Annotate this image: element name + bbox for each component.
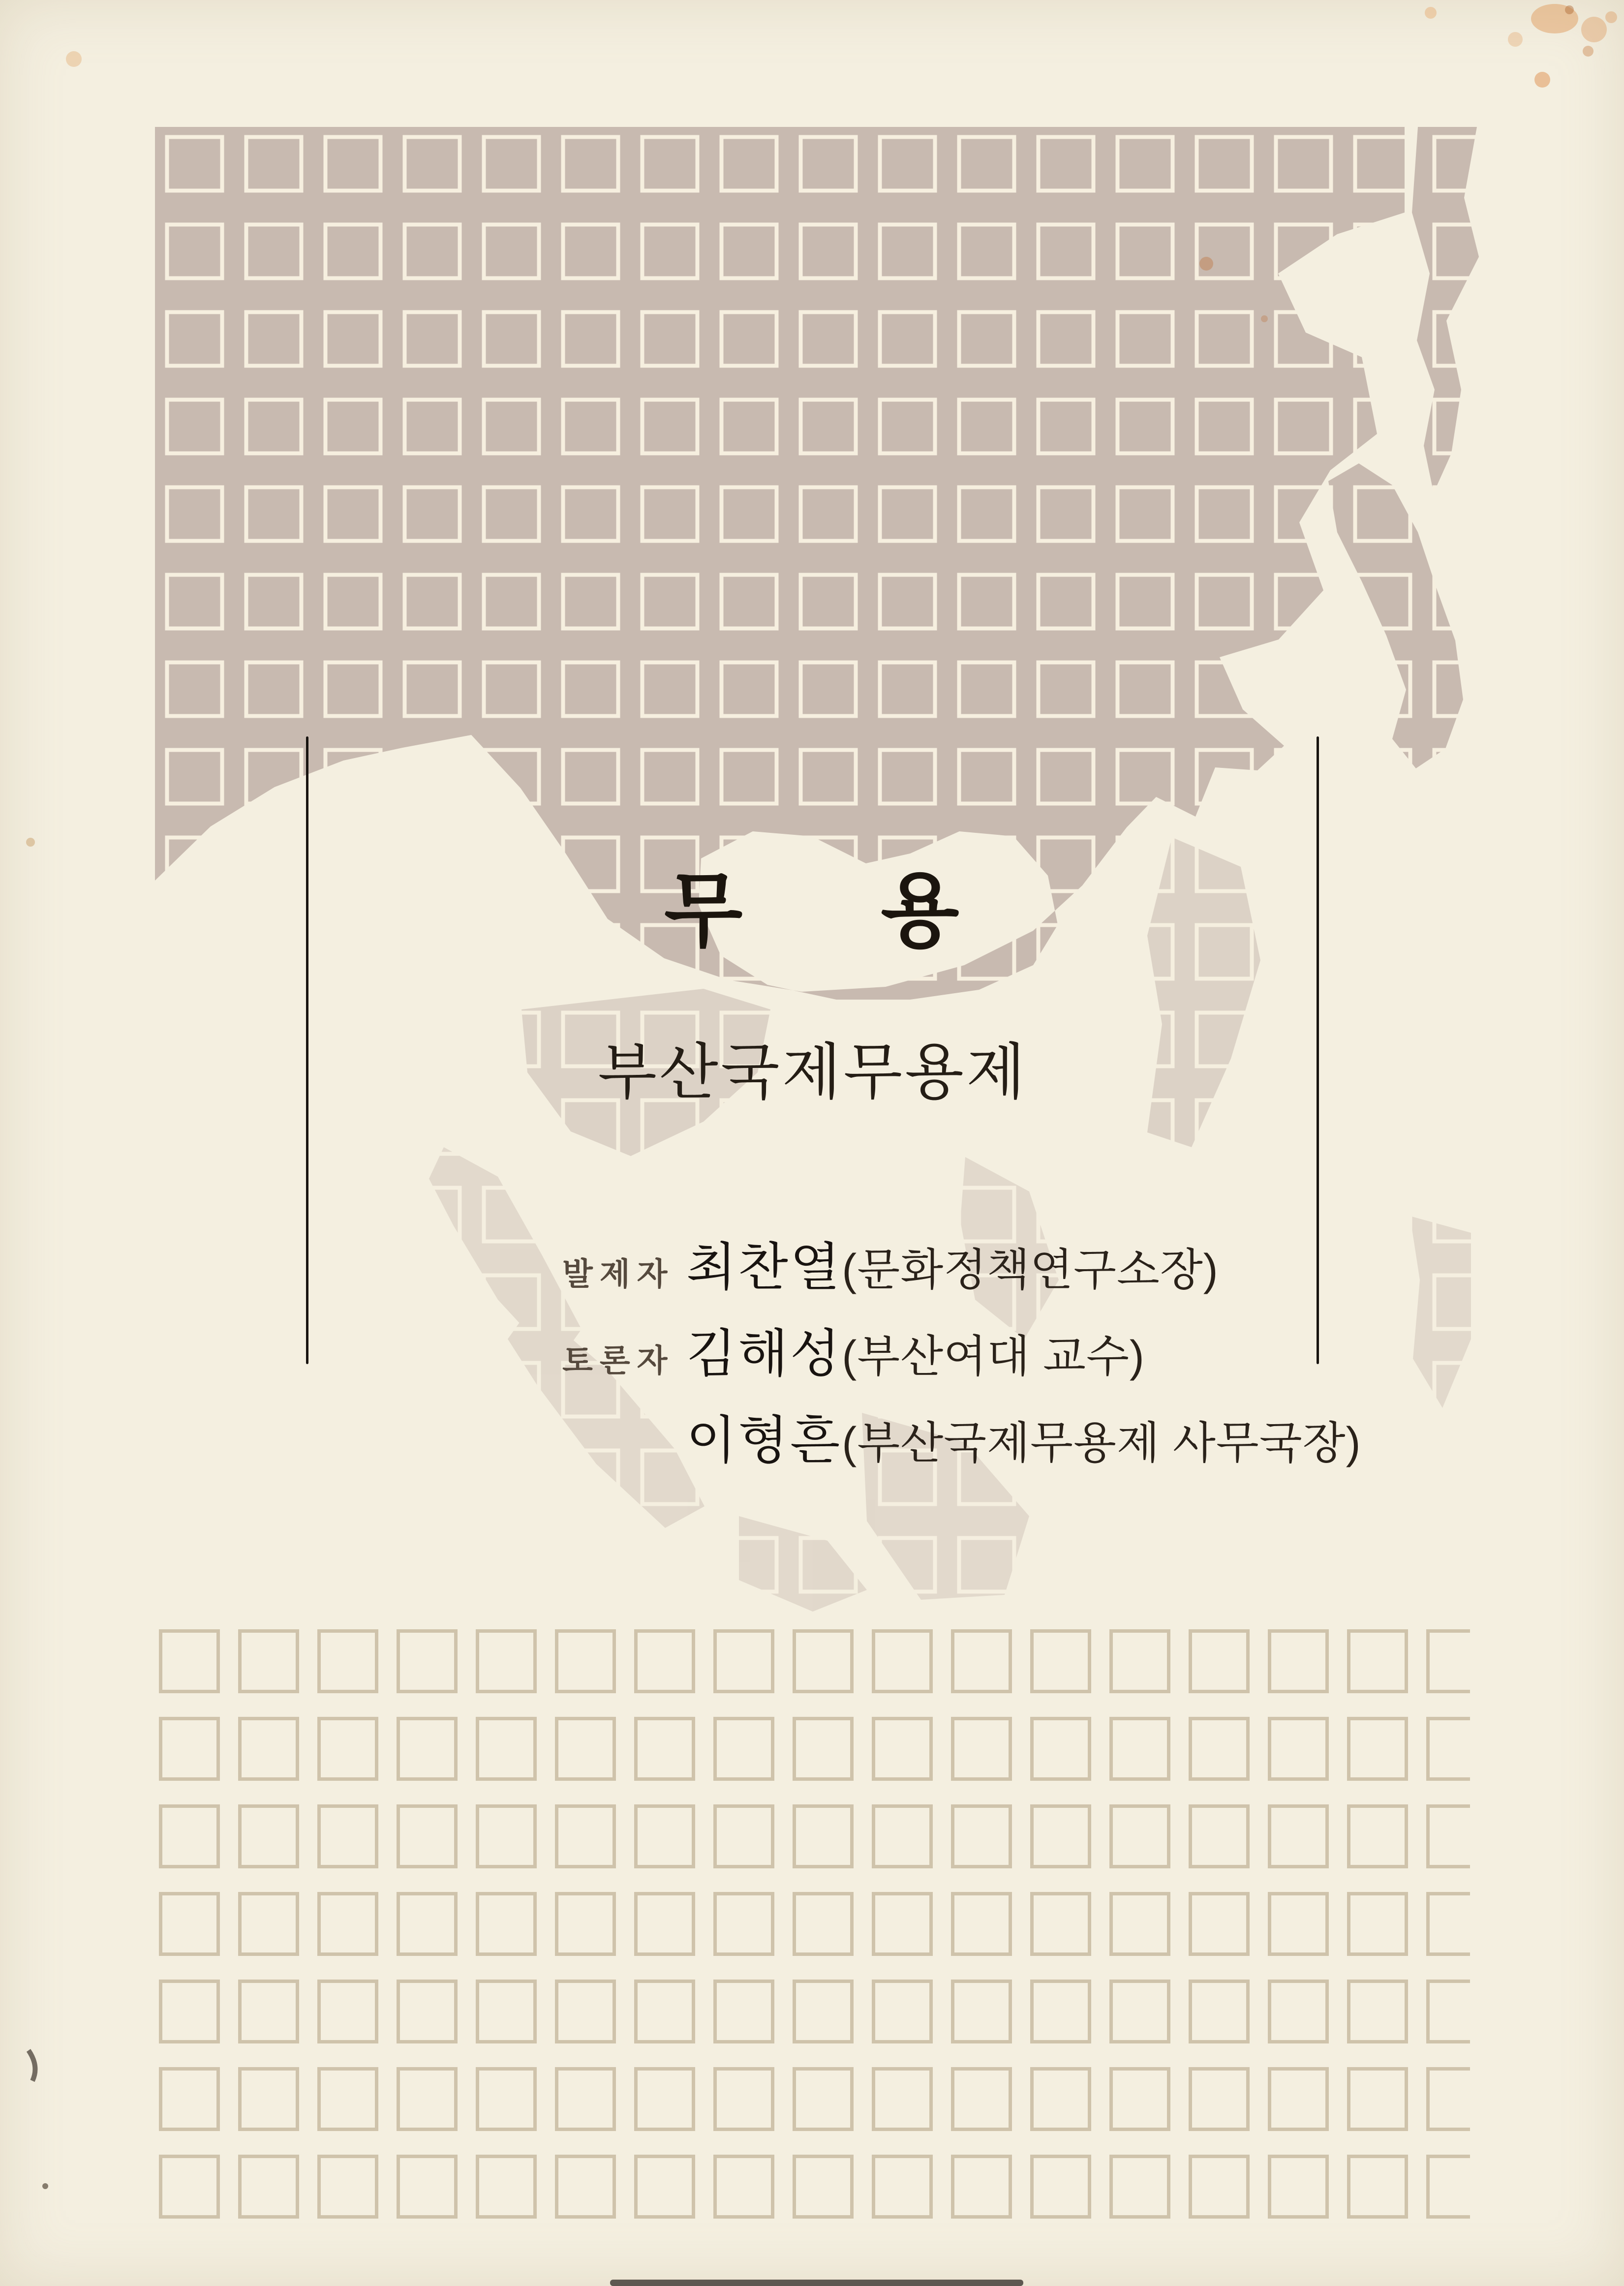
left-vertical-rule: [306, 736, 308, 1364]
page-subtitle: 부산국제무용제: [598, 1038, 1028, 1106]
map-peninsula-shape: [1412, 127, 1479, 493]
right-vertical-rule: [1317, 736, 1319, 1364]
page-title: 무 용: [664, 866, 959, 956]
discussant-row-1: [562, 1312, 1145, 1387]
discussant-row-2: [562, 1399, 1361, 1473]
bottom-grid-pattern: [152, 1621, 1470, 2224]
discussant-label: 토론자: [562, 1343, 674, 1378]
map-island-arc-shape: [1328, 463, 1463, 768]
presenter-row: [562, 1226, 1219, 1300]
discussant-2-affiliation: (부산국제무용제 사무국장): [842, 1419, 1361, 1468]
discussant-2-name: 이형흔: [686, 1412, 842, 1469]
presenter-name: 최찬열: [686, 1239, 842, 1296]
discussant-1-affiliation: (부산여대 교수): [842, 1332, 1145, 1381]
presenter-affiliation: (문화정책연구소장): [842, 1246, 1219, 1295]
presenter-label: 발제자: [562, 1256, 674, 1292]
discussant-1-name: 김해성: [686, 1325, 842, 1383]
